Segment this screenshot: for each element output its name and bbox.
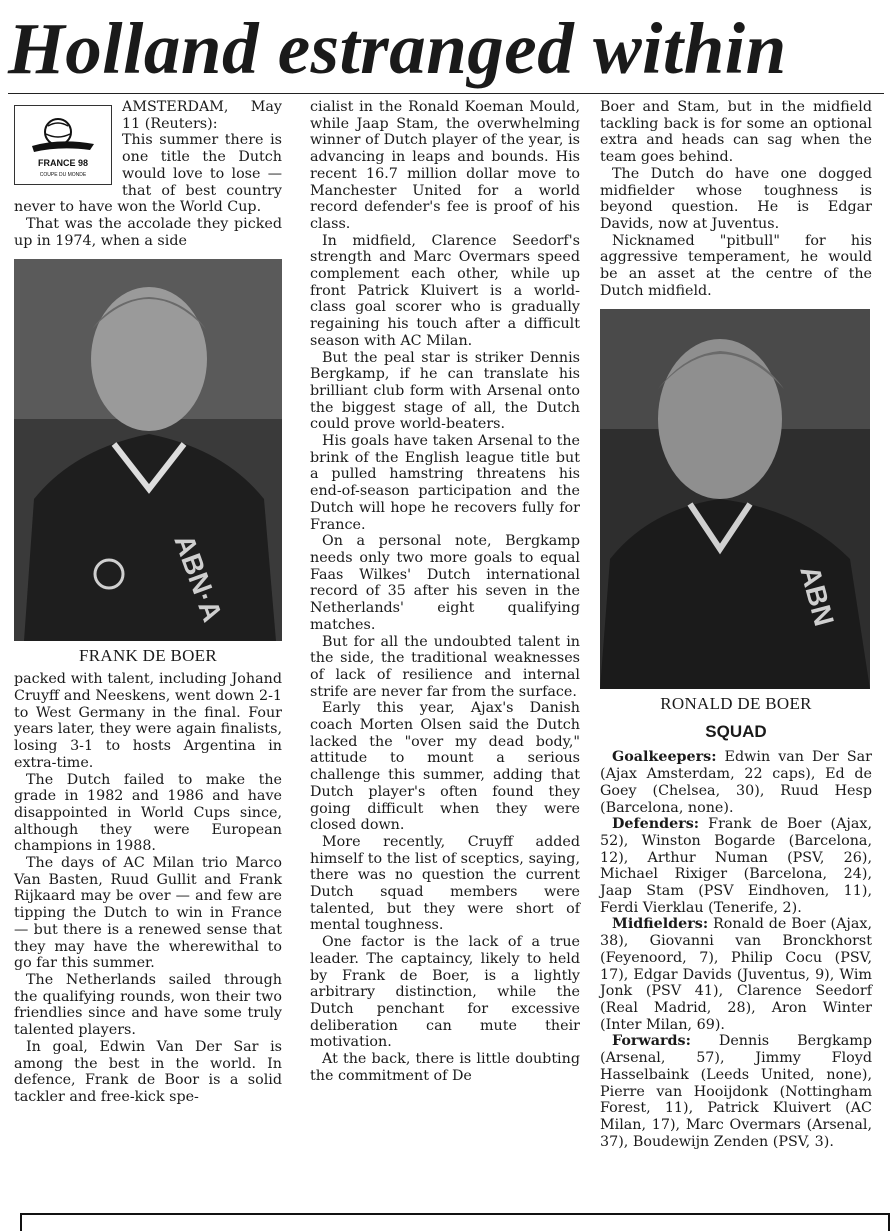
column-1 — [14, 99, 282, 1106]
paragraph: More recently, Cruyff added himself to the list of sceptics, saying, there was no question the current Dutch squad members were talented, but they were short of mental toughness. — [310, 833, 580, 934]
squad-goalkeepers — [600, 749, 872, 816]
squad-group-list: Ronald de Boer (Ajax, 38), Giovanni van Bronckhorst (Feyenoord, 7), Philip Cocu (PSV, 17), Edgar Davids (Juventus, 9), Wim Jonk (PSV 41), Clarence Seedorf (Real Madrid, 28), Aron Winter (Inter Milan, 69). — [600, 916, 872, 1033]
squad-heading: SQUAD — [705, 722, 767, 742]
paragraph: At the back, there is little doubting the commitment of De — [310, 1051, 580, 1084]
squad-group-label: Defenders: — [612, 816, 700, 833]
paragraph: But the peal star is striker Dennis Bergkamp, if he can translate his brilliant club form with Arsenal onto the biggest stage of all, the Dutch could prove world-beaters. — [310, 349, 580, 433]
svg-text:ABN·A: ABN·A — [168, 530, 229, 627]
squad-group-label: Forwards: — [612, 1033, 691, 1050]
svg-text:ABN: ABN — [794, 562, 840, 630]
svg-text:COUPE DU MONDE: COUPE DU MONDE — [39, 172, 87, 178]
frank-de-boer-photo — [14, 259, 282, 641]
paragraph: Early this year, Ajax's Danish coach Morten Olsen said the Dutch lacked the "over my dead body," attitude to mount a serious challenge this summer, adding that Dutch player's often found they going difficult when they were closed down. — [310, 700, 580, 834]
squad-forwards — [600, 1033, 872, 1150]
squad-group-label: Midfielders: — [612, 916, 709, 933]
squad-group-list: Edwin van Der Sar (Ajax Amsterdam, 22 caps), Ed de Goey (Chelsea, 30), Ruud Hesp (Barcelona, none). — [600, 749, 872, 816]
photo-caption: FRANK DE BOER — [78, 646, 218, 666]
paragraph: The Netherlands sailed through the qualifying rounds, won their two friendlies since and have some truly talented players. — [14, 971, 282, 1039]
paragraph: cialist in the Ronald Koeman Mould, while Jaap Stam, the overwhelming winner of Dutch player of the year, is advancing in leaps and bounds. His recent 16.7 million dollar move to Manchester United for a world record defender's fee is proof of his class. — [310, 99, 580, 232]
column-3 — [600, 99, 872, 1150]
world-cup-logo-icon — [20, 110, 106, 180]
squad-group-list: Frank de Boer (Ajax, 52), Winston Bogarde (Barcelona, 12), Arthur Numan (PSV, 26), Michael Rixiger (Barcelona, 24), Jaap Stam (PSV Eindhoven, 11), Ferdi Vierklau (Tenerife, 2). — [600, 816, 872, 916]
paragraph: In midfield, Clarence Seedorf's strength and Marc Overmars speed complement each other, while up front Patrick Kluivert is a world-class goal scorer who is gradually regaining his touch after a difficult season with AC Milan. — [310, 232, 580, 349]
column-2 — [310, 99, 580, 1084]
photo-caption: RONALD DE BOER — [660, 694, 812, 714]
paragraph: packed with talent, including Johand Cruyff and Neeskens, went down 2-1 to West Germany in the final. Four years later, they were again finalists, losing 3-1 to hosts Argentina in extra-time. — [14, 671, 282, 771]
squad-midfielders — [600, 916, 872, 1033]
squad-defenders — [600, 816, 872, 916]
paragraph: That was the accolade they picked up in 1974, when a side — [14, 215, 282, 249]
headline: Holland estranged within — [8, 8, 787, 89]
paragraph: But for all the undoubted talent in the side, the traditional weaknesses of lack of resilience and internal strife are never far from the surface. — [310, 633, 580, 700]
dateline: AMSTERDAM, May 11 (Reuters): — [122, 99, 282, 132]
paragraph: The days of AC Milan trio Marco Van Basten, Ruud Gullit and Frank Rijkaard may be over — and few are tipping the Dutch to win in France — but there is a renewed sense that they may have the wherewithal to go far this summer. — [14, 855, 282, 972]
paragraph: Nicknamed "pitbull" for his aggressive temperament, he would be an asset at the centre of the Dutch midfield. — [600, 232, 872, 299]
ronald-de-boer-photo — [600, 309, 870, 689]
squad-group-label: Goalkeepers: — [612, 749, 717, 766]
paragraph: One factor is the lack of a true leader. The captaincy, likely to held by Frank de Boer, is a lightly arbitrary distinction, while the Dutch penchant for excessive deliberation can mute their motivation. — [310, 934, 580, 1051]
headline-rule — [8, 93, 884, 94]
paragraph: On a personal note, Bergkamp needs only two more goals to equal Faas Wilkes' Dutch international record of 35 after his seven in the Netherlands' eight qualifying matches. — [310, 533, 580, 633]
paragraph: The Dutch failed to make the grade in 1982 and 1986 and have disappointed in World Cups since, although they were European champions in 1988. — [14, 771, 282, 855]
paragraph: His goals have taken Arsenal to the brink of the English league title but a pulled hamstring threatens his end-of-season participation and the Dutch will hope he recovers fully for France. — [310, 433, 580, 533]
france-98-logo — [14, 105, 112, 185]
paragraph: This summer there is one title the Dutch would love to lose — that of best country never to have won the World Cup. — [14, 132, 282, 216]
svg-text:FRANCE 98: FRANCE 98 — [37, 158, 89, 168]
bottom-border-box — [20, 1213, 890, 1231]
paragraph: The Dutch do have one dogged midfielder whose toughness is beyond question. He is Edgar Davids, now at Juventus. — [600, 165, 872, 232]
paragraph: Boer and Stam, but in the midfield tackling back is for some an optional extra and heads can sag when the team goes behind. — [600, 99, 872, 166]
squad-group-list: Dennis Bergkamp (Arsenal, 57), Jimmy Floyd Hasselbaink (Leeds United, none), Pierre van Hooijdonk (Nottingham Forest, 11), Patrick Kluivert (AC Milan, 17), Marc Overmars (Arsenal, 37), Boudewijn Zenden (PSV, 3). — [600, 1033, 872, 1150]
paragraph: In goal, Edwin Van Der Sar is among the best in the world. In defence, Frank de Boor is a solid tackler and free-kick spe- — [14, 1038, 282, 1105]
